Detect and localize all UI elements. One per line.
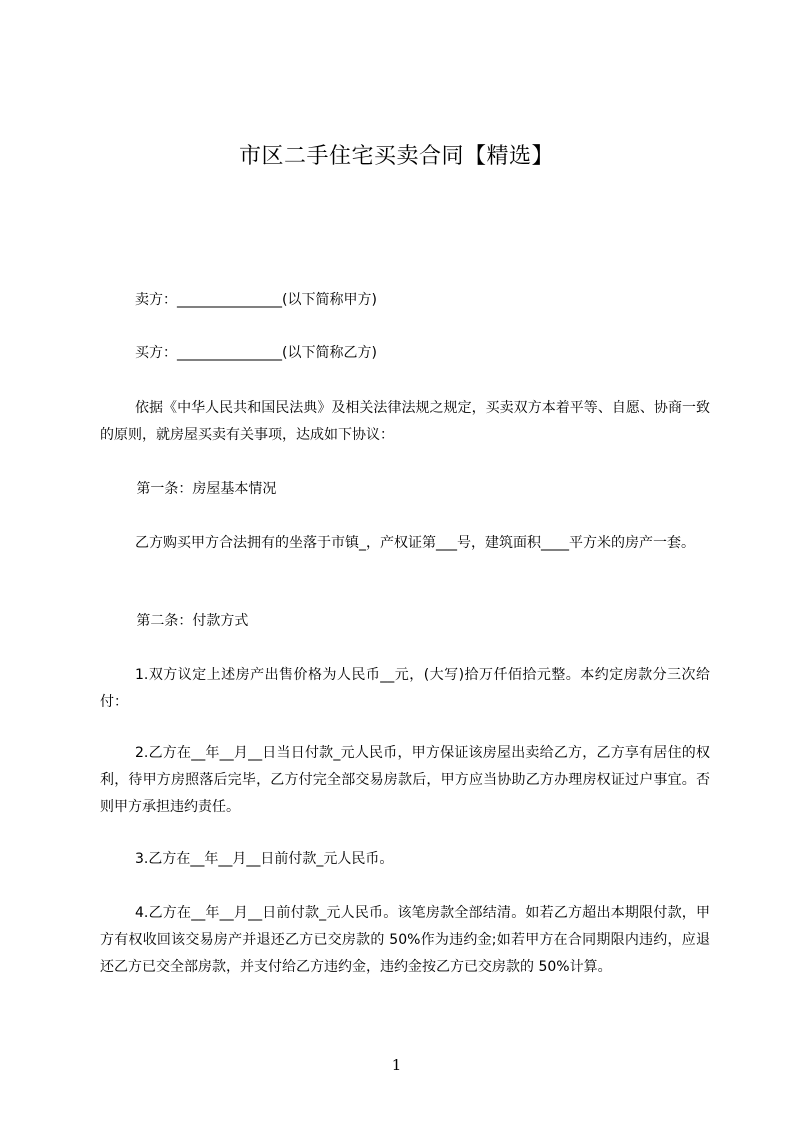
article-two-heading: 第二条：付款方式 — [136, 613, 249, 629]
article-one-heading: 第一条：房屋基本情况 — [136, 481, 277, 497]
buyer-line: 买方：_______________(以下简称乙方) — [135, 345, 377, 361]
payment-clause-3: 3.乙方在__年__月__日前付款_元人民币。 — [135, 851, 394, 867]
seller-line: 卖方：_______________(以下简称甲方) — [135, 292, 377, 308]
payment-clause-1: 1.双方议定上述房产出售价格为人民币__元，(大写)拾万仟佰拾元整。本约定房款分三次给付： — [100, 667, 710, 710]
payment-clause-2: 2.乙方在__年__月__日当日付款_元人民币，甲方保证该房屋出卖给乙方，乙方享有居住的权利，待甲方房照落后完毕，乙方付完全部交易房款后，甲方应当协助乙方办理房权证过户事宜。否则甲方承担违约责任。 — [100, 745, 710, 815]
payment-clause-4: 4.乙方在__年__月__日前付款_元人民币。该笔房款全部结清。如若乙方超出本期限付款，甲方有权收回该交易房产并退还乙方已交房款的 50%作为违约金;如若甲方在合同期限内违约，应退还乙方已交全部房款，并支付给乙方违约金，违约金按乙方已交房款的 50%计算。 — [100, 905, 710, 975]
document-title: 市区二手住宅买卖合同【精选】 — [238, 144, 554, 169]
page-number: 1 — [391, 1056, 402, 1074]
preamble-paragraph: 依据《中华人民共和国民法典》及相关法律法规之规定，买卖双方本着平等、自愿、协商一致的原则，就房屋买卖有关事项，达成如下协议： — [100, 400, 710, 443]
article-one-paragraph: 乙方购买甲方合法拥有的坐落于市镇_，产权证第___号，建筑面积____平方米的房产一套。 — [135, 535, 695, 551]
